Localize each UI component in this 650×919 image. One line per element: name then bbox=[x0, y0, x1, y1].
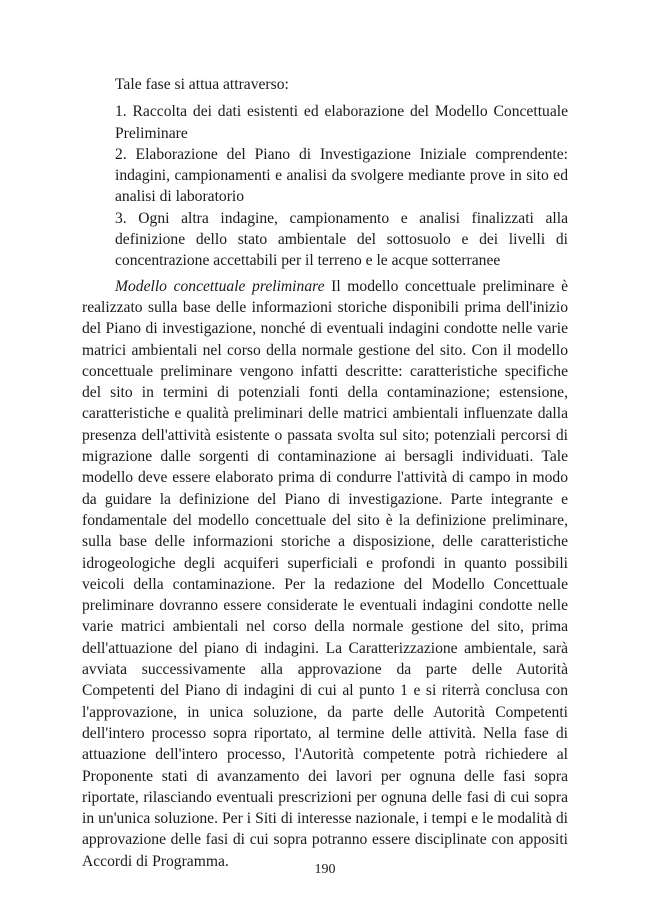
list-item: 1. Raccolta dei dati esistenti ed elaborazione del Modello Concettuale Preliminare bbox=[115, 103, 568, 142]
body-paragraph bbox=[82, 276, 568, 872]
paragraph-lead: Modello concettuale preliminare bbox=[115, 277, 325, 295]
list-item: 3. Ogni altra indagine, campionamento e analisi finalizzati alla definizione dello stato ambientale del sottosuolo e dei livelli di concentrazione accettabili per il terreno e le acque sotterranee bbox=[115, 209, 568, 270]
paragraph-text: Il modello concettuale preliminare è realizzato sulla base delle informazioni storiche disponibili prima dell'inizio del Piano di investigazione, nonché di eventuali indagini condotte nelle varie matrici ambientali nel corso della normale gestione del sito. Con il modello concettuale preliminare vengono infatti descritte: caratteristiche specifiche del sito in termini di potenziali fonti della contaminazione; estensione, caratteristiche e qualità preliminari delle matrici ambientali influenzate dalla presenza dell'attività esistente o passata svolta sul sito; potenziali percorsi di migrazione dalle sorgenti di contaminazione ai bersagli individuati. Tale modello deve essere elaborato prima di condurre l'attività di campo in modo da guidare la definizione del Piano di investigazione. Parte integrante e fondamentale del modello concettuale del sito è la definizione preliminare, sulla base delle informazioni storiche a disposizione, delle caratteristiche idrogeologiche degli acquiferi superficiali e profondi in quanto possibili veicoli della contaminazione. Per la redazione del Modello Concettuale preliminare dovranno essere considerate le eventuali indagini condotte nelle varie matrici ambientali nel corso della normale gestione del sito, prima dell'attuazione del piano di indagini. La Caratterizzazione ambientale, sarà avviata successivamente alla approvazione da parte delle Autorità Competenti del Piano di indagini di cui al punto 1 e si riterrà conclusa con l'approvazione, in unica soluzione, da parte delle Autorità Competenti dell'intero processo sopra riportato, al termine delle attività. Nella fase di attuazione dell'intero processo, l'Autorità competente potrà richiedere al Proponente stati di avanzamento dei lavori per ognuna delle fasi sopra riportate, rilasciando eventuali prescrizioni per ognuna delle fasi di cui sopra in un'unica soluzione. Per i Siti di interesse nazionale, i tempi e le modalità di approvazione delle fasi di cui sopra potranno essere disciplinate con appositi Accordi di Programma. bbox=[82, 277, 568, 870]
page-number: 190 bbox=[314, 862, 336, 877]
intro-text: Tale fase si attua attraverso: bbox=[115, 76, 289, 93]
page-content bbox=[82, 74, 568, 872]
numbered-list bbox=[115, 101, 568, 271]
list-item: 2. Elaborazione del Piano di Investigazione Iniziale comprendente: indagini, campionamenti e analisi da svolgere mediante prove in sito ed analisi di laboratorio bbox=[115, 145, 568, 206]
